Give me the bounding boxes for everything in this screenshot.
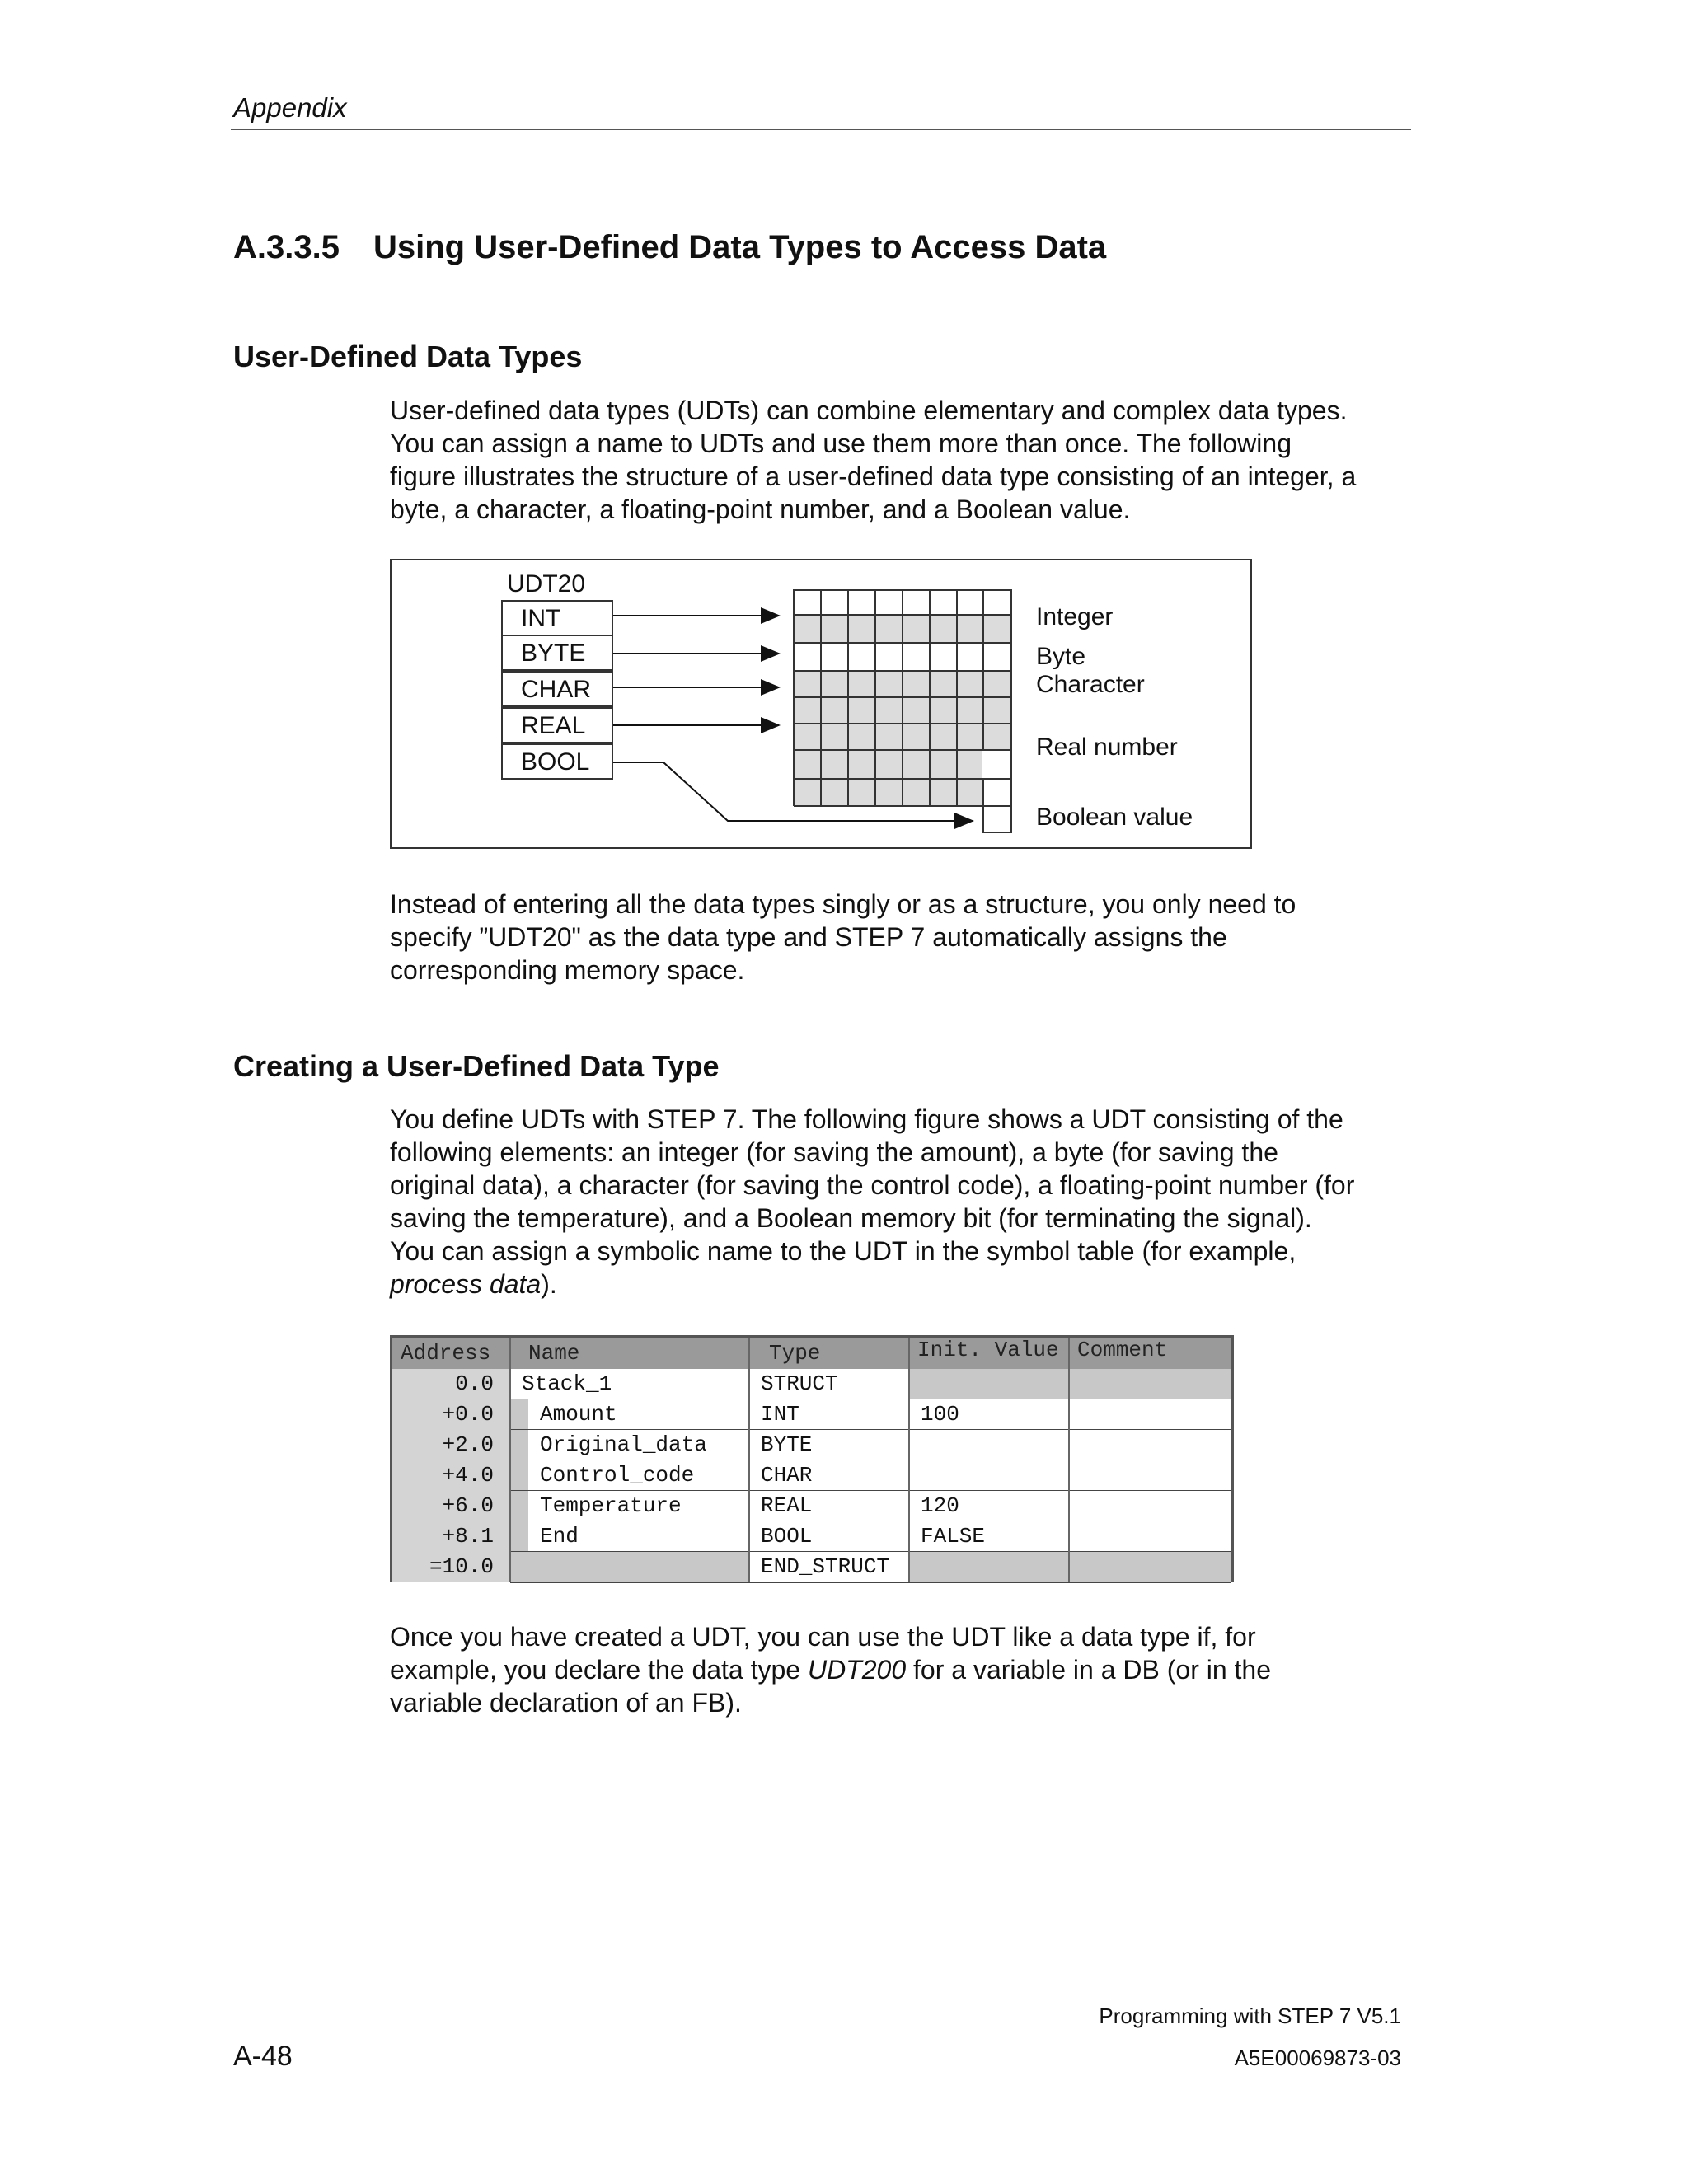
footer-doc-id: A5E00069873-03	[1234, 2046, 1401, 2070]
header-rule	[231, 129, 1411, 130]
udt-field-int: INT	[501, 600, 613, 636]
udt-declaration-table	[390, 1335, 1234, 1582]
label-byte: Byte	[1036, 643, 1086, 670]
cell-type: BYTE	[749, 1430, 909, 1460]
cell-comment	[1069, 1491, 1231, 1521]
text-line: variable declaration of an FB).	[390, 1688, 742, 1718]
udt-name-label: UDT20	[507, 570, 586, 598]
text-line: You define UDTs with STEP 7. The following figure shows a UDT consisting of the	[390, 1104, 1343, 1134]
cell-init-value	[909, 1369, 1069, 1399]
col-header-init-value: Init. Value	[909, 1338, 1069, 1369]
cell-comment	[1069, 1460, 1231, 1491]
subheading-create-udt: Creating a User-Defined Data Type	[233, 1049, 720, 1083]
cell-init-value: 120	[909, 1491, 1069, 1521]
cell-name: Temperature	[510, 1491, 749, 1521]
cell-init-value	[909, 1552, 1069, 1582]
udt-structure-figure	[390, 559, 1252, 849]
text-part: example, you declare the data type	[390, 1655, 808, 1685]
cell-comment	[1069, 1552, 1231, 1582]
udt-field-real: REAL	[501, 707, 613, 743]
label-character: Character	[1036, 671, 1145, 698]
footer-manual-title: Programming with STEP 7 V5.1	[1099, 2004, 1401, 2028]
label-boolean-value: Boolean value	[1036, 804, 1193, 831]
udt-field-byte: BYTE	[501, 635, 613, 671]
column-divider	[908, 1338, 910, 1582]
cell-type: REAL	[749, 1491, 909, 1521]
italic-term: UDT200	[807, 1655, 907, 1685]
text-line: Instead of entering all the data types singly or as a structure, you only need to	[390, 889, 1296, 919]
paragraph-udt-declare	[390, 1620, 1420, 1719]
cell-init-value	[909, 1460, 1069, 1491]
udt-field-char: CHAR	[501, 671, 613, 707]
udt-field-bool: BOOL	[501, 743, 613, 780]
cell-name: End	[510, 1521, 749, 1552]
cell-type: CHAR	[749, 1460, 909, 1491]
col-header-address: Address	[392, 1338, 510, 1369]
text-line: figure illustrates the structure of a user-defined data type consisting of an integer, a	[390, 462, 1357, 491]
text-line: You can assign a name to UDTs and use them more than once. The following	[390, 429, 1292, 458]
indent-marker	[510, 1521, 528, 1552]
section-number: A.3.3.5	[233, 229, 340, 265]
paragraph-create-udt	[390, 1103, 1420, 1301]
cell-comment	[1069, 1430, 1231, 1460]
section-title	[233, 229, 1106, 266]
cell-address: +0.0	[392, 1399, 510, 1430]
cell-type: BOOL	[749, 1521, 909, 1552]
cell-name: Original_data	[510, 1430, 749, 1460]
cell-comment	[1069, 1399, 1231, 1430]
cell-type: STRUCT	[749, 1369, 909, 1399]
text-line: original data), a character (for saving the control code), a floating-point number (for	[390, 1170, 1355, 1200]
cell-init-value: 100	[909, 1399, 1069, 1430]
cell-name: Control_code	[510, 1460, 749, 1491]
text-line: byte, a character, a floating-point number, and a Boolean value.	[390, 494, 1131, 524]
indent-marker	[510, 1460, 528, 1491]
column-divider	[1068, 1338, 1070, 1582]
cell-address: +6.0	[392, 1491, 510, 1521]
cell-init-value	[909, 1430, 1069, 1460]
cell-name: Stack_1	[510, 1369, 749, 1399]
text-line: Once you have created a UDT, you can use the UDT like a data type if, for	[390, 1622, 1256, 1652]
cell-address: +2.0	[392, 1430, 510, 1460]
subheading-udt: User-Defined Data Types	[233, 340, 583, 373]
text-line: saving the temperature), and a Boolean memory bit (for terminating the signal).	[390, 1203, 1312, 1233]
cell-init-value: FALSE	[909, 1521, 1069, 1552]
running-header: Appendix	[233, 92, 347, 123]
col-header-type: Type	[749, 1338, 909, 1369]
cell-type: END_STRUCT	[749, 1552, 909, 1582]
page-number: A-48	[233, 2041, 293, 2072]
text-line-last	[390, 1268, 1420, 1301]
paragraph-udt-usage	[390, 888, 1420, 987]
text-line: You can assign a symbolic name to the UDT in the symbol table (for example,	[390, 1236, 1296, 1266]
col-header-comment: Comment	[1069, 1338, 1231, 1369]
cell-address: +4.0	[392, 1460, 510, 1491]
text-line: corresponding memory space.	[390, 955, 745, 985]
section-title-text: Using User-Defined Data Types to Access Data	[373, 229, 1107, 265]
cell-comment	[1069, 1369, 1231, 1399]
indent-marker	[510, 1491, 528, 1521]
cell-comment	[1069, 1521, 1231, 1552]
cell-name	[510, 1552, 749, 1582]
column-divider	[509, 1338, 511, 1582]
indent-marker	[510, 1399, 528, 1430]
text-line	[390, 1653, 1420, 1686]
memory-grid	[794, 590, 1011, 832]
cell-name: Amount	[510, 1399, 749, 1430]
label-integer: Integer	[1036, 603, 1114, 630]
cell-address: +8.1	[392, 1521, 510, 1552]
cell-type: INT	[749, 1399, 909, 1430]
text-tail: ).	[541, 1269, 557, 1299]
text-part: for a variable in a DB (or in the	[906, 1655, 1272, 1685]
row-divider	[510, 1582, 1231, 1583]
italic-term: process data	[390, 1269, 542, 1299]
col-header-name: Name	[510, 1338, 749, 1369]
text-line: specify ”UDT20" as the data type and STEP 7 automatically assigns the	[390, 922, 1227, 952]
cell-address: 0.0	[392, 1369, 510, 1399]
label-real-number: Real number	[1036, 733, 1178, 761]
paragraph-udt-intro	[390, 394, 1420, 526]
cell-address: =10.0	[392, 1552, 510, 1582]
text-line: following elements: an integer (for saving the amount), a byte (for saving the	[390, 1137, 1278, 1167]
column-divider	[748, 1338, 750, 1582]
text-line: User-defined data types (UDTs) can combine elementary and complex data types.	[390, 396, 1348, 425]
indent-marker	[510, 1430, 528, 1460]
